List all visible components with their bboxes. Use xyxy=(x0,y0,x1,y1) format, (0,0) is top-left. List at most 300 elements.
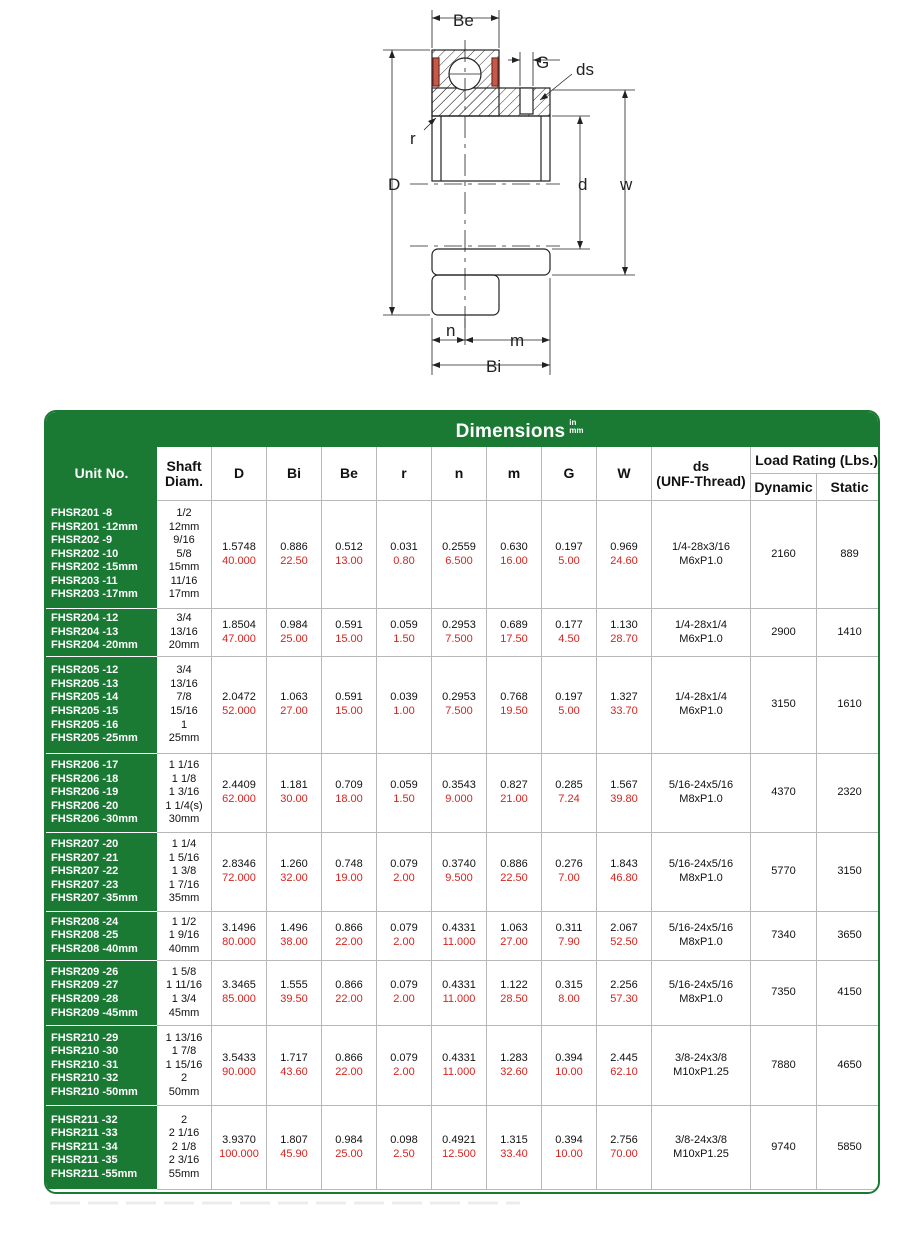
unit-no: FHSR211 -33 xyxy=(51,1127,118,1140)
dim-n-inch: 0.3543 xyxy=(442,779,476,792)
dim-D-cell xyxy=(212,609,267,657)
unit-no: FHSR206 -30mm xyxy=(51,813,138,826)
dim-r-inch: 0.059 xyxy=(390,779,418,792)
dim-G-inch: 0.285 xyxy=(555,779,583,792)
dim-m-cell xyxy=(487,833,542,912)
dim-Bi-mm: 30.00 xyxy=(280,793,308,805)
dim-m-cell xyxy=(487,501,542,609)
dim-Be-inch: 0.984 xyxy=(335,1133,363,1146)
dim-r-cell xyxy=(377,609,432,657)
label-G: G xyxy=(536,53,550,72)
dim-W-mm: 33.70 xyxy=(610,705,638,717)
dim-r-inch: 0.039 xyxy=(390,691,418,704)
shaft-diam: 2 xyxy=(180,1113,188,1126)
dim-m-inch: 0.689 xyxy=(500,618,528,631)
ds-thread-cell xyxy=(652,754,751,833)
label-ds: ds xyxy=(576,60,594,79)
dim-D-cell xyxy=(212,833,267,912)
dim-Be-inch: 0.866 xyxy=(335,922,363,935)
dim-r-cell xyxy=(377,501,432,609)
shaft-diam-cell xyxy=(157,657,212,754)
dim-Be-mm: 19.00 xyxy=(335,872,363,884)
dim-n-mm: 9.500 xyxy=(445,872,473,884)
dim-r-inch: 0.059 xyxy=(390,618,418,631)
shaft-diam: 1/2 xyxy=(176,506,192,519)
dim-G-cell xyxy=(542,657,597,754)
unit-no-cell xyxy=(47,961,157,1026)
dim-r-cell xyxy=(377,833,432,912)
shaft-diam: 1 1/4 xyxy=(171,838,197,851)
dim-r-mm: 2.00 xyxy=(393,936,415,948)
dim-m-mm: 28.50 xyxy=(500,993,528,1005)
header-load-rating: Load Rating (Lbs.) xyxy=(751,447,881,474)
ds-thread-cell xyxy=(652,657,751,754)
dim-m-inch: 1.063 xyxy=(500,922,528,935)
table-row xyxy=(47,961,881,1026)
dim-r-inch: 0.079 xyxy=(390,1051,418,1064)
dim-W-inch: 2.067 xyxy=(610,922,638,935)
dim-G-cell xyxy=(542,609,597,657)
dim-n-mm: 11.000 xyxy=(442,1065,476,1078)
shaft-diam: 3/4 xyxy=(176,612,192,625)
dim-D-cell xyxy=(212,754,267,833)
unit-no: FHSR205 -13 xyxy=(51,677,119,690)
load-static: 3650 xyxy=(817,912,881,961)
dim-n-cell xyxy=(432,1106,487,1190)
shaft-diam-cell xyxy=(157,1106,212,1190)
shaft-diam: 1 1/8 xyxy=(171,772,197,785)
dim-n-inch: 0.3740 xyxy=(442,858,476,871)
dim-D-inch: 2.4409 xyxy=(222,779,256,792)
unit-no: FHSR201 -8 xyxy=(51,506,113,519)
unit-no: FHSR210 -32 xyxy=(51,1072,119,1085)
table-row xyxy=(47,657,881,754)
unit-no: FHSR207 -20 xyxy=(51,838,119,851)
dim-D-cell xyxy=(212,961,267,1026)
dimensions-title xyxy=(157,413,881,447)
dim-Bi-inch: 1.555 xyxy=(280,979,308,992)
dim-m-mm: 27.00 xyxy=(500,936,528,948)
header-D: D xyxy=(212,447,267,501)
dim-Be-cell xyxy=(322,833,377,912)
shaft-diam: 1 3/8 xyxy=(171,865,197,878)
dim-W-inch: 2.756 xyxy=(610,1133,638,1146)
dim-n-mm: 11.000 xyxy=(442,936,476,948)
dim-D-inch: 3.3465 xyxy=(222,979,256,992)
unit-no: FHSR202 -10 xyxy=(51,547,119,560)
header-Bi: Bi xyxy=(267,447,322,501)
dim-D-mm: 62.000 xyxy=(222,793,256,805)
shaft-diam-cell xyxy=(157,754,212,833)
dim-G-cell xyxy=(542,754,597,833)
dim-r-cell xyxy=(377,657,432,754)
dim-Bi-cell xyxy=(267,754,322,833)
shaft-diam: 1 7/8 xyxy=(171,1045,197,1058)
shaft-diam: 11/16 xyxy=(170,574,198,587)
ds-thread: M10xP1.25 xyxy=(673,1065,729,1078)
unit-no: FHSR203 -11 xyxy=(51,574,118,587)
dim-W-cell xyxy=(597,833,652,912)
ds-thread: M8xP1.0 xyxy=(679,872,723,884)
dim-W-mm: 52.50 xyxy=(610,936,638,948)
unit-no: FHSR205 -12 xyxy=(51,664,119,677)
shaft-diam: 40mm xyxy=(168,942,200,955)
dim-n-inch: 0.4331 xyxy=(442,979,476,992)
shaft-diam: 2 1/16 xyxy=(168,1127,200,1140)
dim-Bi-cell xyxy=(267,501,322,609)
dim-D-mm: 72.000 xyxy=(222,872,256,884)
shaft-diam: 1 1/4(s) xyxy=(165,799,203,812)
dim-Be-mm: 22.00 xyxy=(335,1065,363,1078)
unit-no: FHSR206 -17 xyxy=(51,759,119,772)
label-d: d xyxy=(578,175,588,194)
unit-no-cell xyxy=(47,609,157,657)
unit-no: FHSR210 -29 xyxy=(51,1031,119,1044)
unit-no: FHSR204 -20mm xyxy=(51,639,138,652)
dim-Bi-inch: 1.717 xyxy=(280,1051,308,1064)
dim-D-mm: 100.000 xyxy=(219,1147,259,1160)
dim-D-mm: 90.000 xyxy=(222,1065,256,1078)
unit-no: FHSR203 -17mm xyxy=(51,588,138,601)
unit-no-cell xyxy=(47,1026,157,1106)
dim-Bi-cell xyxy=(267,833,322,912)
dim-D-inch: 3.9370 xyxy=(222,1133,256,1146)
shaft-diam: 55mm xyxy=(168,1167,200,1180)
shaft-diam: 1 11/16 xyxy=(166,979,202,992)
unit-no: FHSR204 -13 xyxy=(51,625,119,638)
dim-Bi-inch: 1.260 xyxy=(280,858,308,871)
dim-G-mm: 8.00 xyxy=(558,993,580,1005)
ds-thread: 3/8-24x3/8 xyxy=(675,1133,727,1146)
dim-G-cell xyxy=(542,1026,597,1106)
dim-m-cell xyxy=(487,609,542,657)
dim-W-cell xyxy=(597,657,652,754)
dim-m-mm: 17.50 xyxy=(500,632,528,645)
dim-m-cell xyxy=(487,1106,542,1190)
unit-no-cell xyxy=(47,1106,157,1190)
dim-W-mm: 70.00 xyxy=(610,1147,638,1160)
unit-no: FHSR202 -15mm xyxy=(51,561,138,574)
dim-r-inch: 0.079 xyxy=(390,979,418,992)
dim-Bi-inch: 0.886 xyxy=(280,540,308,553)
unit-no: FHSR210 -30 xyxy=(51,1045,119,1058)
load-dynamic: 2900 xyxy=(751,609,817,657)
unit-no: FHSR210 -50mm xyxy=(51,1085,138,1098)
dim-G-cell xyxy=(542,1106,597,1190)
load-static: 5850 xyxy=(817,1106,881,1190)
ds-thread-cell xyxy=(652,609,751,657)
shaft-diam: 2 3/16 xyxy=(168,1154,200,1167)
dim-G-mm: 7.90 xyxy=(558,936,580,948)
dim-m-inch: 0.886 xyxy=(500,858,528,871)
dim-n-mm: 6.500 xyxy=(445,554,473,567)
dim-G-mm: 5.00 xyxy=(558,554,580,567)
dim-G-inch: 0.197 xyxy=(555,691,583,704)
load-static: 889 xyxy=(817,501,881,609)
ds-thread: 1/4-28x1/4 xyxy=(675,618,727,631)
unit-no: FHSR211 -32 xyxy=(51,1113,118,1126)
dim-r-cell xyxy=(377,1026,432,1106)
shaft-diam: 1 1/16 xyxy=(168,759,200,772)
unit-no-cell xyxy=(47,657,157,754)
dim-D-inch: 2.8346 xyxy=(222,858,256,871)
dim-m-inch: 1.283 xyxy=(500,1051,528,1064)
dim-D-cell xyxy=(212,912,267,961)
dim-Bi-cell xyxy=(267,961,322,1026)
unit-no: FHSR207 -21 xyxy=(51,851,119,864)
load-static: 1410 xyxy=(817,609,881,657)
load-static: 3150 xyxy=(817,833,881,912)
dim-m-cell xyxy=(487,657,542,754)
dim-r-inch: 0.098 xyxy=(390,1133,418,1146)
unit-no: FHSR205 -14 xyxy=(51,691,119,704)
dim-G-cell xyxy=(542,833,597,912)
shaft-diam-cell xyxy=(157,501,212,609)
dim-W-cell xyxy=(597,609,652,657)
dim-G-inch: 0.197 xyxy=(555,540,583,553)
set-screw xyxy=(520,88,533,114)
dim-m-cell xyxy=(487,1026,542,1106)
ds-thread: 5/16-24x5/16 xyxy=(668,779,734,792)
dim-Be-inch: 0.866 xyxy=(335,1051,363,1064)
shaft-diam-cell xyxy=(157,912,212,961)
ds-thread: 5/16-24x5/16 xyxy=(668,922,734,935)
shaft-diam-cell xyxy=(157,961,212,1026)
header-Be: Be xyxy=(322,447,377,501)
dim-Be-mm: 18.00 xyxy=(335,793,363,805)
dim-W-inch: 1.130 xyxy=(610,618,638,631)
load-static: 4150 xyxy=(817,961,881,1026)
dim-n-cell xyxy=(432,961,487,1026)
shaft-diam: 7/8 xyxy=(176,691,192,704)
dim-r-inch: 0.079 xyxy=(390,922,418,935)
dim-Bi-inch: 1.063 xyxy=(280,691,308,704)
dim-Be-cell xyxy=(322,1026,377,1106)
dim-Be-mm: 22.00 xyxy=(335,936,363,948)
dim-D-mm: 85.000 xyxy=(222,993,256,1005)
ds-thread: M6xP1.0 xyxy=(679,554,723,567)
shaft-diam: 2 1/8 xyxy=(171,1140,197,1153)
label-m: m xyxy=(510,331,525,350)
label-w: w xyxy=(620,175,633,194)
shaft-diam: 45mm xyxy=(168,1006,200,1019)
dim-Be-cell xyxy=(322,754,377,833)
dim-W-mm: 39.80 xyxy=(610,793,638,805)
dim-G-inch: 0.276 xyxy=(555,858,583,871)
shaft-diam: 50mm xyxy=(168,1085,200,1098)
unit-no: FHSR208 -25 xyxy=(51,929,119,942)
dim-Be-cell xyxy=(322,657,377,754)
dim-m-mm: 22.50 xyxy=(500,872,528,884)
shaft-diam: 2 xyxy=(180,1072,188,1085)
footnote-faint-line xyxy=(50,1198,880,1208)
ds-thread: M8xP1.0 xyxy=(679,793,723,805)
shaft-diam: 12mm xyxy=(168,520,200,533)
dim-G-inch: 0.394 xyxy=(555,1051,583,1064)
dim-Be-cell xyxy=(322,501,377,609)
dim-W-mm: 46.80 xyxy=(610,872,638,884)
header-ds: ds (UNF-Thread) xyxy=(652,447,751,501)
header-unit-no: Unit No. xyxy=(47,447,157,501)
ds-thread: M10xP1.25 xyxy=(673,1147,729,1160)
dim-m-cell xyxy=(487,961,542,1026)
shaft-diam: 1 5/16 xyxy=(168,851,200,864)
dim-Bi-cell xyxy=(267,1026,322,1106)
dim-n-inch: 0.2953 xyxy=(442,618,476,631)
dim-Be-inch: 0.512 xyxy=(335,540,363,553)
dim-r-mm: 2.00 xyxy=(393,872,415,884)
dim-Bi-inch: 1.807 xyxy=(280,1133,308,1146)
unit-no: FHSR201 -12mm xyxy=(51,520,138,533)
shaft-diam: 25mm xyxy=(168,732,200,745)
unit-no: FHSR208 -24 xyxy=(51,915,119,928)
dim-n-cell xyxy=(432,657,487,754)
unit-no: FHSR207 -23 xyxy=(51,878,119,891)
dim-r-mm: 1.50 xyxy=(393,632,415,645)
dim-G-inch: 0.315 xyxy=(555,979,583,992)
table-row xyxy=(47,609,881,657)
dim-r-mm: 2.00 xyxy=(393,1065,415,1078)
ds-thread: M8xP1.0 xyxy=(679,993,723,1005)
dim-Bi-mm: 22.50 xyxy=(280,554,308,567)
shaft-diam: 20mm xyxy=(168,639,200,652)
dim-Be-inch: 0.709 xyxy=(335,779,363,792)
dim-W-inch: 1.567 xyxy=(610,779,638,792)
shaft-diam: 1 1/2 xyxy=(171,915,197,928)
load-dynamic: 5770 xyxy=(751,833,817,912)
dim-Be-mm: 13.00 xyxy=(335,554,363,567)
shaft-diam: 15mm xyxy=(168,561,200,574)
unit-no: FHSR202 -9 xyxy=(51,534,113,547)
dim-m-mm: 32.60 xyxy=(500,1065,528,1078)
load-dynamic: 7880 xyxy=(751,1026,817,1106)
dim-G-cell xyxy=(542,501,597,609)
dimensions-title-text: Dimensions xyxy=(455,421,566,442)
dim-G-cell xyxy=(542,961,597,1026)
ds-thread: 1/4-28x3/16 xyxy=(671,540,731,553)
dim-G-inch: 0.394 xyxy=(555,1133,583,1146)
dim-D-cell xyxy=(212,657,267,754)
dim-W-cell xyxy=(597,961,652,1026)
shaft-diam: 35mm xyxy=(168,892,200,905)
dim-n-cell xyxy=(432,912,487,961)
label-Be: Be xyxy=(453,11,474,30)
ds-thread: M8xP1.0 xyxy=(679,936,723,948)
dim-G-inch: 0.177 xyxy=(555,618,583,631)
dim-W-cell xyxy=(597,1106,652,1190)
ds-thread-cell xyxy=(652,912,751,961)
unit-no: FHSR211 -35 xyxy=(51,1154,118,1167)
header-spacer xyxy=(47,413,157,447)
unit-no: FHSR204 -12 xyxy=(51,612,119,625)
dim-n-cell xyxy=(432,1026,487,1106)
unit-no: FHSR211 -55mm xyxy=(51,1167,138,1180)
dim-D-mm: 47.000 xyxy=(222,632,256,645)
load-dynamic: 2160 xyxy=(751,501,817,609)
shaft-diam: 1 7/16 xyxy=(168,878,200,891)
shaft-diam: 13/16 xyxy=(170,625,198,638)
ds-thread: 5/16-24x5/16 xyxy=(668,858,734,871)
shaft-diam-cell xyxy=(157,1026,212,1106)
load-static: 4650 xyxy=(817,1026,881,1106)
unit-no-cell xyxy=(47,912,157,961)
unit-no: FHSR205 -16 xyxy=(51,718,119,731)
header-m: m xyxy=(487,447,542,501)
header-W: W xyxy=(597,447,652,501)
unit-no: FHSR206 -18 xyxy=(51,772,119,785)
dim-Be-inch: 0.866 xyxy=(335,979,363,992)
ds-thread: M6xP1.0 xyxy=(679,632,723,645)
dim-W-cell xyxy=(597,1026,652,1106)
dim-G-mm: 10.00 xyxy=(555,1065,583,1078)
dim-G-cell xyxy=(542,912,597,961)
dim-r-mm: 1.50 xyxy=(393,793,415,805)
unit-no: FHSR207 -22 xyxy=(51,865,119,878)
shaft-diam-cell xyxy=(157,833,212,912)
dim-G-mm: 10.00 xyxy=(555,1147,583,1160)
header-dynamic: Dynamic xyxy=(751,474,817,501)
load-dynamic: 4370 xyxy=(751,754,817,833)
dim-D-mm: 52.000 xyxy=(222,705,256,717)
dim-n-mm: 12.500 xyxy=(442,1147,476,1160)
ds-thread: 1/4-28x1/4 xyxy=(675,691,727,704)
unit-no: FHSR206 -19 xyxy=(51,786,119,799)
ds-thread: 5/16-24x5/16 xyxy=(668,979,734,992)
dim-r-inch: 0.079 xyxy=(390,858,418,871)
dim-D-cell xyxy=(212,1106,267,1190)
dim-n-cell xyxy=(432,833,487,912)
table-row xyxy=(47,754,881,833)
dim-D-mm: 40.000 xyxy=(222,554,256,567)
dim-m-cell xyxy=(487,754,542,833)
dim-Bi-mm: 45.90 xyxy=(280,1147,308,1160)
dim-Be-cell xyxy=(322,609,377,657)
dim-n-mm: 11.000 xyxy=(442,993,476,1005)
unit-no: FHSR208 -40mm xyxy=(51,942,138,955)
dim-W-inch: 1.843 xyxy=(610,858,638,871)
unit-no: FHSR209 -45mm xyxy=(51,1006,138,1019)
dim-D-cell xyxy=(212,1026,267,1106)
shaft-diam: 1 3/16 xyxy=(168,786,200,799)
dim-Bi-inch: 1.496 xyxy=(280,922,308,935)
shaft-diam: 1 9/16 xyxy=(168,929,200,942)
dim-m-inch: 1.122 xyxy=(500,979,528,992)
units-mm: mm xyxy=(569,426,584,435)
dim-m-mm: 19.50 xyxy=(500,705,528,717)
dim-W-inch: 2.256 xyxy=(610,979,638,992)
dim-G-mm: 7.00 xyxy=(558,872,580,884)
label-n: n xyxy=(446,321,456,340)
dim-D-cell xyxy=(212,501,267,609)
header-static: Static xyxy=(817,474,881,501)
bearing-cross-section-drawing xyxy=(0,0,922,395)
dim-m-mm: 21.00 xyxy=(500,793,528,805)
shaft-diam: 15/16 xyxy=(170,705,198,717)
dim-D-inch: 2.0472 xyxy=(222,691,256,704)
ds-thread-cell xyxy=(652,961,751,1026)
shaft-diam: 1 5/8 xyxy=(171,965,197,978)
header-n: n xyxy=(432,447,487,501)
unit-no: FHSR209 -27 xyxy=(51,979,119,992)
unit-no: FHSR205 -15 xyxy=(51,705,119,717)
dim-D-inch: 1.8504 xyxy=(222,618,256,631)
dim-Be-mm: 15.00 xyxy=(335,632,363,645)
unit-no: FHSR211 -34 xyxy=(51,1140,118,1153)
shaft-diam: 1 13/16 xyxy=(165,1031,203,1044)
unit-no: FHSR209 -26 xyxy=(51,965,119,978)
dim-m-inch: 0.630 xyxy=(500,540,528,553)
dim-Bi-mm: 39.50 xyxy=(280,993,308,1005)
